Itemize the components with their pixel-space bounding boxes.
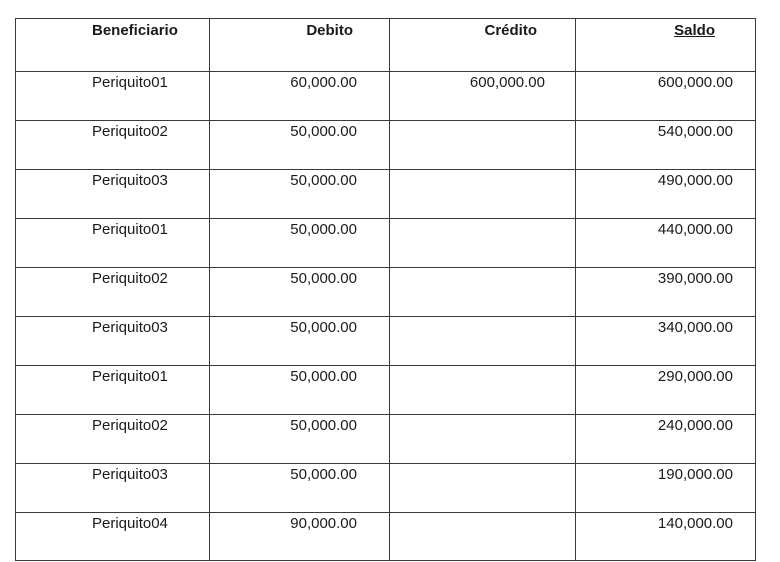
header-credito-label: Crédito bbox=[484, 22, 537, 39]
cell-credito bbox=[390, 415, 576, 464]
cell-saldo bbox=[576, 219, 756, 268]
beneficiario-value: Periquito01 bbox=[92, 74, 168, 91]
beneficiario-value: Periquito03 bbox=[92, 172, 168, 189]
cell-debito bbox=[210, 513, 390, 561]
table-row bbox=[16, 317, 756, 366]
cell-beneficiario bbox=[16, 464, 210, 513]
cell-debito bbox=[210, 170, 390, 219]
cell-beneficiario bbox=[16, 170, 210, 219]
cell-credito bbox=[390, 513, 576, 561]
beneficiario-value: Periquito02 bbox=[92, 123, 168, 140]
cell-saldo bbox=[576, 366, 756, 415]
saldo-value: 440,000.00 bbox=[657, 221, 733, 238]
debito-value: 50,000.00 bbox=[290, 466, 357, 483]
cell-saldo bbox=[576, 72, 756, 121]
saldo-value: 490,000.00 bbox=[657, 172, 733, 189]
credito-value: 600,000.00 bbox=[469, 74, 545, 91]
table-row bbox=[16, 268, 756, 317]
table-row bbox=[16, 415, 756, 464]
beneficiario-value: Periquito01 bbox=[92, 368, 168, 385]
table-row bbox=[16, 219, 756, 268]
header-row bbox=[16, 19, 756, 72]
debito-value: 50,000.00 bbox=[290, 368, 357, 385]
cell-beneficiario bbox=[16, 219, 210, 268]
cell-credito bbox=[390, 317, 576, 366]
cell-debito bbox=[210, 72, 390, 121]
cell-saldo bbox=[576, 415, 756, 464]
debito-value: 50,000.00 bbox=[290, 270, 357, 287]
beneficiario-value: Periquito02 bbox=[92, 270, 168, 287]
cell-credito bbox=[390, 219, 576, 268]
debito-value: 50,000.00 bbox=[290, 172, 357, 189]
table-row bbox=[16, 121, 756, 170]
table-row bbox=[16, 464, 756, 513]
saldo-value: 290,000.00 bbox=[657, 368, 733, 385]
cell-beneficiario bbox=[16, 317, 210, 366]
table-row bbox=[16, 366, 756, 415]
table-row bbox=[16, 170, 756, 219]
debito-value: 50,000.00 bbox=[290, 417, 357, 434]
cell-debito bbox=[210, 415, 390, 464]
header-beneficiario bbox=[16, 19, 210, 72]
cell-credito bbox=[390, 268, 576, 317]
cell-saldo bbox=[576, 464, 756, 513]
saldo-value: 340,000.00 bbox=[657, 319, 733, 336]
cell-beneficiario bbox=[16, 366, 210, 415]
cell-beneficiario bbox=[16, 121, 210, 170]
header-saldo-label: Saldo bbox=[674, 22, 715, 39]
debito-value: 50,000.00 bbox=[290, 319, 357, 336]
beneficiario-value: Periquito03 bbox=[92, 466, 168, 483]
cell-credito bbox=[390, 72, 576, 121]
header-saldo bbox=[576, 19, 756, 72]
cell-debito bbox=[210, 366, 390, 415]
header-debito-label: Debito bbox=[306, 22, 353, 39]
cell-beneficiario bbox=[16, 513, 210, 561]
debito-value: 90,000.00 bbox=[290, 515, 357, 532]
cell-credito bbox=[390, 121, 576, 170]
cell-credito bbox=[390, 366, 576, 415]
beneficiario-value: Periquito01 bbox=[92, 221, 168, 238]
table-row bbox=[16, 72, 756, 121]
debito-value: 60,000.00 bbox=[290, 74, 357, 91]
cell-credito bbox=[390, 170, 576, 219]
cell-credito bbox=[390, 464, 576, 513]
saldo-value: 600,000.00 bbox=[657, 74, 733, 91]
cell-debito bbox=[210, 464, 390, 513]
cell-debito bbox=[210, 121, 390, 170]
cell-saldo bbox=[576, 268, 756, 317]
cell-debito bbox=[210, 219, 390, 268]
saldo-value: 390,000.00 bbox=[657, 270, 733, 287]
header-beneficiario-label: Beneficiario bbox=[92, 22, 178, 39]
cell-debito bbox=[210, 268, 390, 317]
beneficiario-value: Periquito02 bbox=[92, 417, 168, 434]
header-debito bbox=[210, 19, 390, 72]
beneficiario-value: Periquito04 bbox=[92, 515, 168, 532]
cell-saldo bbox=[576, 170, 756, 219]
cell-beneficiario bbox=[16, 72, 210, 121]
saldo-value: 540,000.00 bbox=[657, 123, 733, 140]
table-row bbox=[16, 513, 756, 561]
ledger-table bbox=[15, 18, 756, 561]
cell-saldo bbox=[576, 513, 756, 561]
debito-value: 50,000.00 bbox=[290, 221, 357, 238]
cell-debito bbox=[210, 317, 390, 366]
saldo-value: 190,000.00 bbox=[657, 466, 733, 483]
saldo-value: 140,000.00 bbox=[657, 515, 733, 532]
beneficiario-value: Periquito03 bbox=[92, 319, 168, 336]
saldo-value: 240,000.00 bbox=[657, 417, 733, 434]
cell-saldo bbox=[576, 317, 756, 366]
cell-saldo bbox=[576, 121, 756, 170]
cell-beneficiario bbox=[16, 268, 210, 317]
cell-beneficiario bbox=[16, 415, 210, 464]
debito-value: 50,000.00 bbox=[290, 123, 357, 140]
header-credito bbox=[390, 19, 576, 72]
